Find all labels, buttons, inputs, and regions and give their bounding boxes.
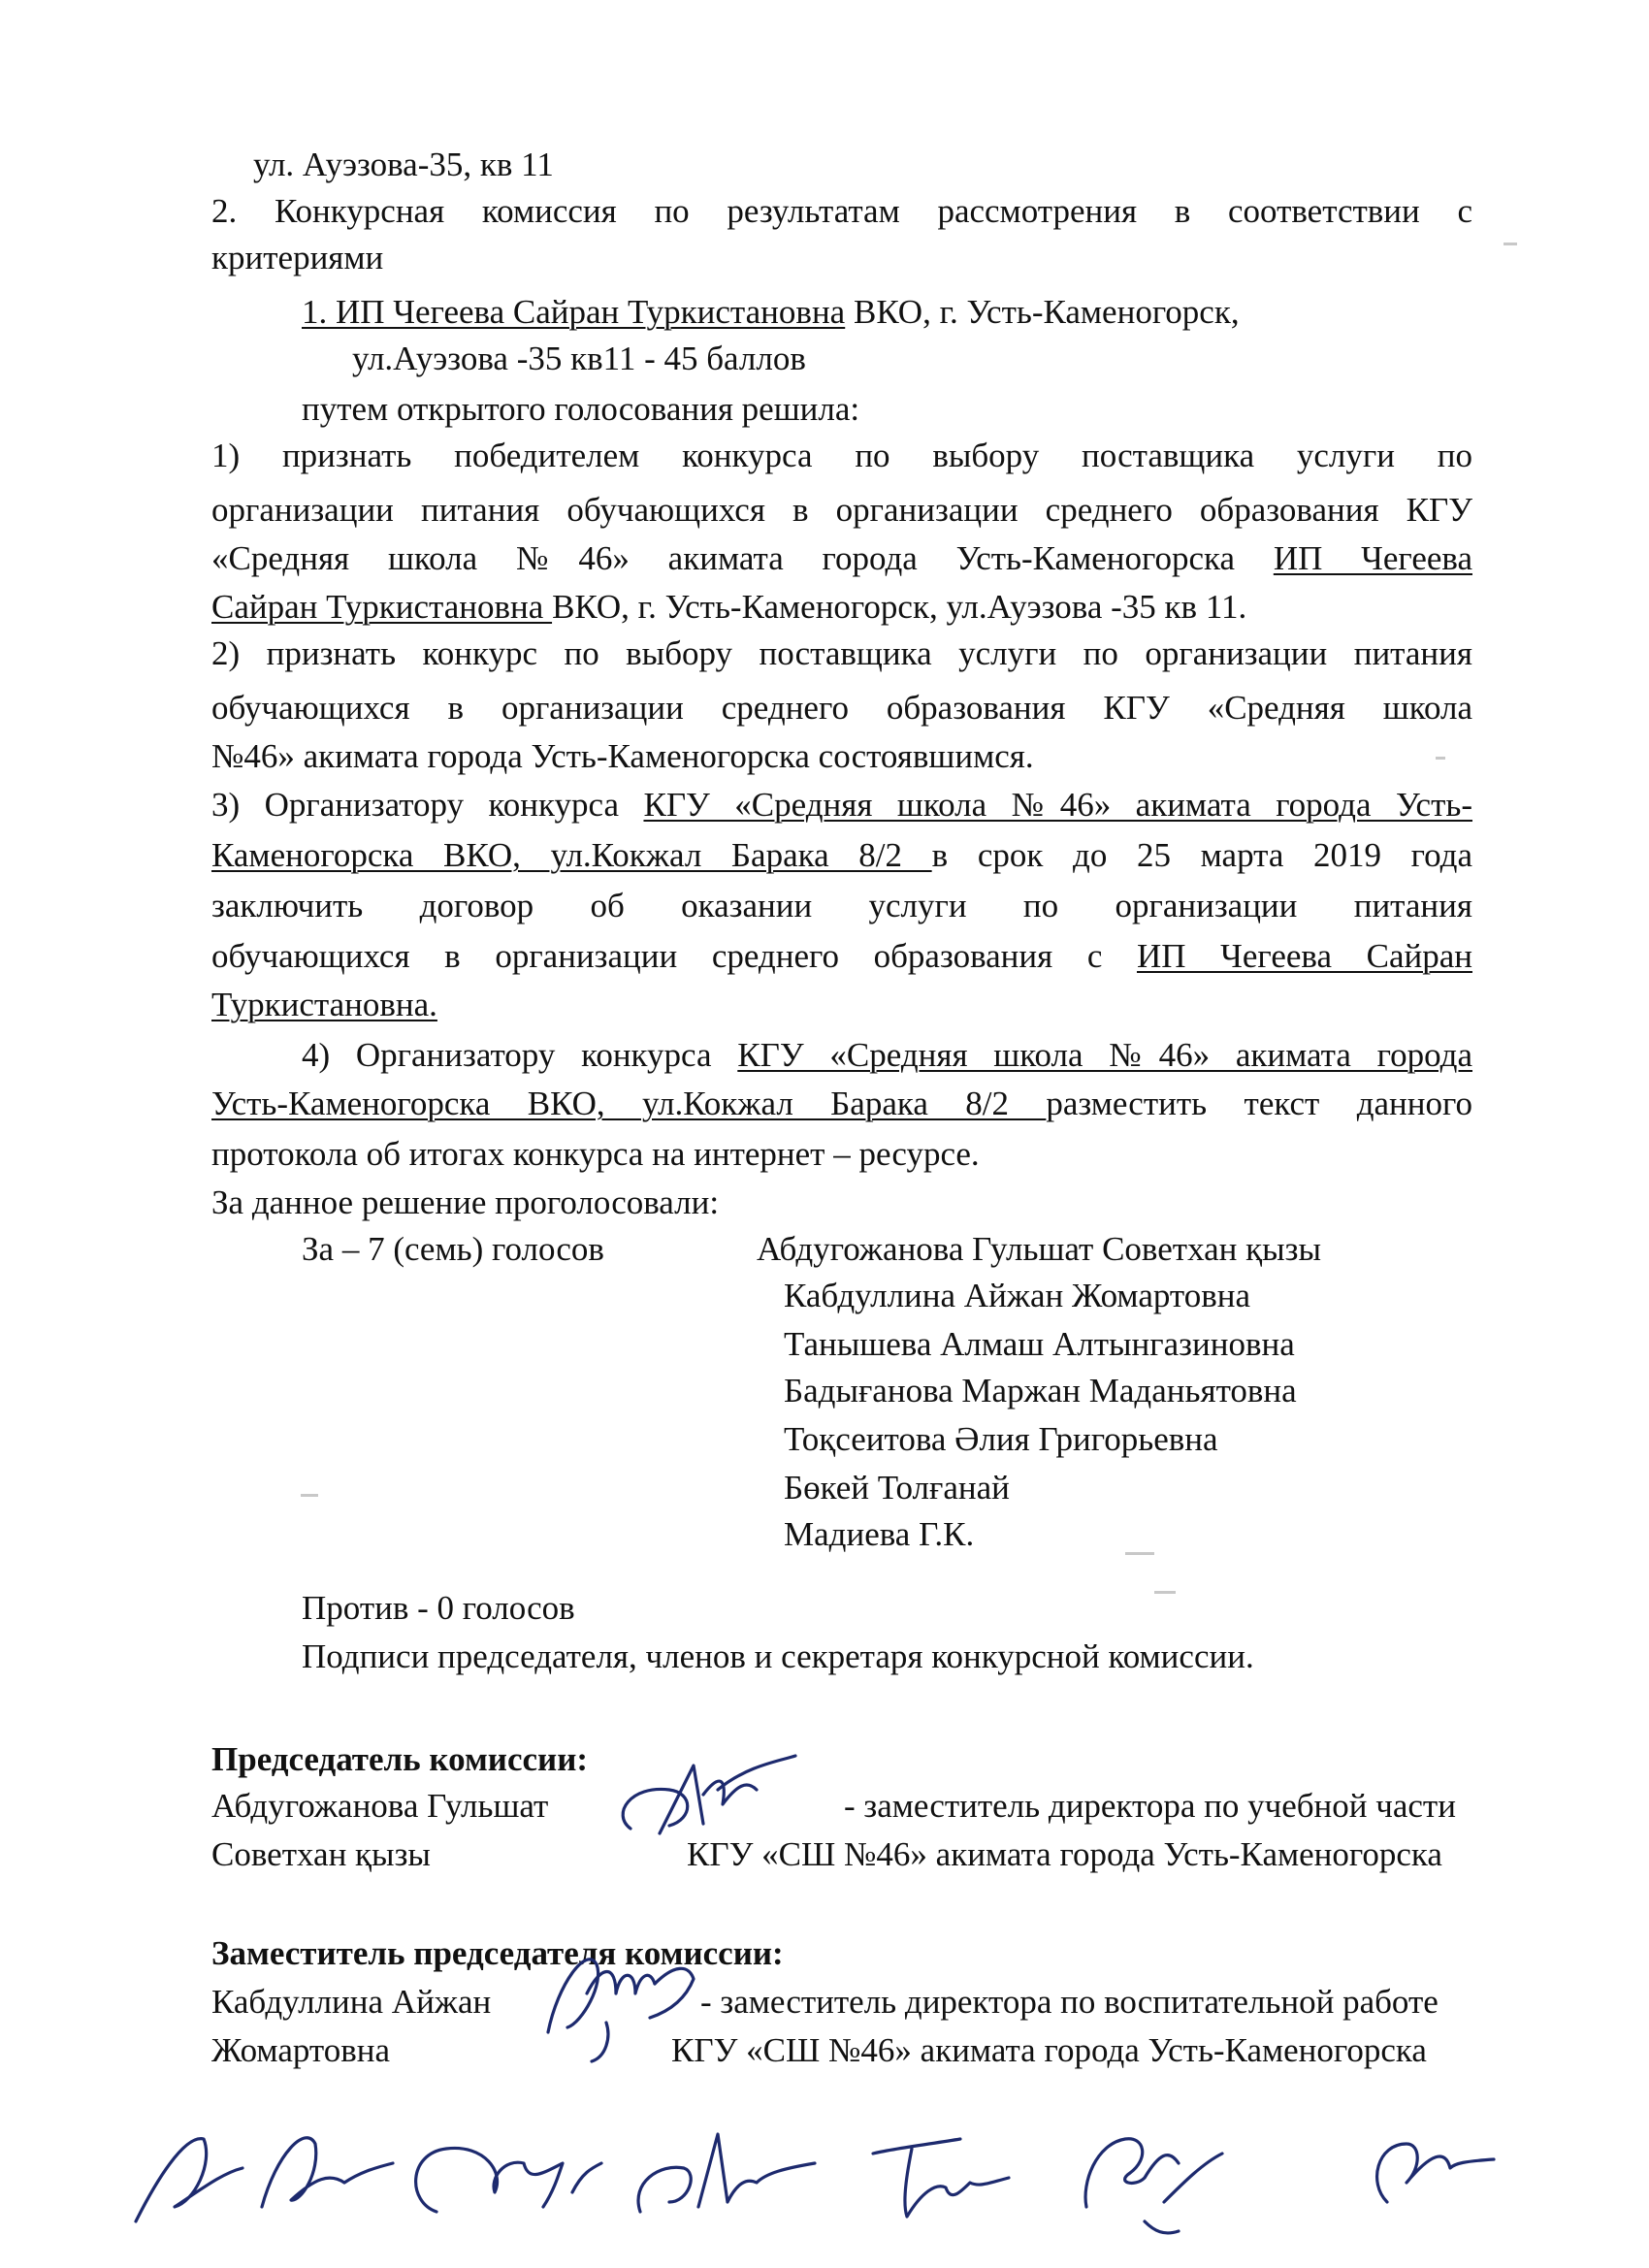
decision4-organizer: КГУ «Средняя школа №46» акимата города: [737, 1036, 1472, 1074]
decision4-line2: [211, 1081, 1472, 1127]
decision3-line4: [211, 933, 1472, 980]
decision3-line1: [211, 782, 1472, 828]
scan-speck: [1154, 1591, 1176, 1594]
decision2-line1: 2) признать конкурс по выбору поставщика услуги по организации питания: [211, 634, 1472, 672]
chairman-name-line2: Советхан қызы: [211, 1835, 431, 1873]
decision4-action: разместить текст данного: [1046, 1085, 1472, 1122]
vice-chairman-signature: [529, 1926, 703, 2071]
vice-chairman-name-line1: Кабдуллина Айжан: [211, 1983, 492, 2021]
member-4: Бадығанова Маржан Маданьятовна: [784, 1372, 1297, 1409]
decision1-winner: ИП Чегеева: [1273, 539, 1472, 577]
scan-speck: [1125, 1552, 1154, 1555]
vice-chairman-name-line2: Жомартовна: [211, 2031, 391, 2069]
decision3-line1-text: 3) Организатору конкурса: [211, 786, 644, 824]
decision1-line4: [211, 584, 1246, 631]
chairman-name-line1: Абдугожанова Гульшат: [211, 1787, 549, 1825]
vice-chairman-position-line2: КГУ «СШ №46» акимата города Усть-Каменогорска: [671, 2031, 1427, 2069]
decision3-line3: заключить договор об оказании услуги по организации питания: [211, 887, 1472, 924]
candidate-location: ВКО, г. Усть-Каменогорск,: [845, 293, 1240, 331]
decision3-supplier-cont: Туркистановна.: [211, 986, 437, 1023]
voting-intro: путем открытого голосования решила:: [302, 390, 860, 428]
decision3-line5: [211, 982, 437, 1028]
votes-for: За – 7 (семь) голосов: [302, 1230, 604, 1268]
votes-against: Против - 0 голосов: [302, 1589, 575, 1627]
decision4-line1-text: 4) Организатору конкурса: [302, 1036, 738, 1074]
decision4-line1: [302, 1032, 1472, 1079]
member-3: Танышева Алмаш Алтынгазиновна: [784, 1325, 1295, 1363]
decision1-winner-cont: Сайран Туркистановна: [211, 588, 553, 626]
decision1-line3: [211, 535, 1472, 582]
scan-speck: [1504, 243, 1517, 245]
decision1-line3-text: «Средняя школа №46» акимата города Усть-Каменогорска: [211, 539, 1274, 577]
decision2-line3: №46» акимата города Усть-Каменогорска состоявшимся.: [211, 737, 1034, 775]
decision3-deadline: в срок до 25 марта 2019 года: [931, 836, 1472, 874]
decision3-line2: [211, 832, 1472, 879]
decision2-line2: обучающихся в организации среднего образования КГУ «Средняя школа: [211, 689, 1472, 727]
decision3-organizer: КГУ «Средняя школа №46» акимата города Усть-: [643, 786, 1472, 824]
vice-chairman-position-line1: - заместитель директора по воспитательной работе: [700, 1983, 1439, 2021]
decision4-organizer-address: Усть-Каменогорска ВКО, ул.Кокжал Барака 8/2: [211, 1085, 1047, 1122]
scan-speck: [301, 1494, 318, 1497]
candidate-line2: ул.Ауэзова -35 кв11 - 45 баллов: [352, 340, 806, 377]
candidate-name: 1. ИП Чегеева Сайран Туркистановна: [302, 293, 846, 331]
address-line: ул. Ауэзова-35, кв 11: [253, 146, 554, 183]
vice-chairman-heading: Заместитель председателя комиссии:: [211, 1934, 784, 1972]
candidate-line1: [302, 289, 1240, 336]
decision1-address: ВКО, г. Усть-Каменогорск, ул.Ауэзова -35 кв 11.: [552, 588, 1247, 626]
margin-signatures: [116, 2095, 1533, 2251]
item2-line2: критериями: [211, 239, 384, 276]
decision3-supplier: ИП Чегеева Сайран: [1136, 937, 1472, 975]
decision3-line4-text: обучающихся в организации среднего образования с: [211, 937, 1137, 975]
scan-speck: [1436, 757, 1445, 760]
chairman-signature: [601, 1736, 815, 1863]
chairman-heading: Председатель комиссии:: [211, 1740, 589, 1778]
member-2: Кабдуллина Айжан Жомартовна: [784, 1277, 1251, 1314]
decision1-line2: организации питания обучающихся в организации среднего образования КГУ: [211, 491, 1472, 529]
decision1-line1: 1) признать победителем конкурса по выбору поставщика услуги по: [211, 437, 1472, 474]
member-5: Тоқсеитова Әлия Григорьевна: [784, 1420, 1218, 1458]
decision4-line3: протокола об итогах конкурса на интернет – ресурсе.: [211, 1135, 980, 1173]
member-7: Мадиева Г.К.: [784, 1515, 975, 1553]
member-6: Бөкей Толғанай: [784, 1469, 1010, 1507]
signatures-note: Подписи председателя, членов и секретаря конкурсной комиссии.: [302, 1637, 1254, 1675]
item2-line1: 2. Конкурсная комиссия по результатам рассмотрения в соответствии с: [211, 192, 1472, 230]
chairman-position-line2: КГУ «СШ №46» акимата города Усть-Каменогорска: [687, 1835, 1442, 1873]
chairman-position-line1: - заместитель директора по учебной части: [844, 1787, 1456, 1825]
votes-heading: За данное решение проголосовали:: [211, 1183, 720, 1221]
member-1: Абдугожанова Гульшат Советхан қызы: [757, 1230, 1321, 1268]
decision3-organizer-address: Каменогорска ВКО, ул.Кокжал Барака 8/2: [211, 836, 932, 874]
